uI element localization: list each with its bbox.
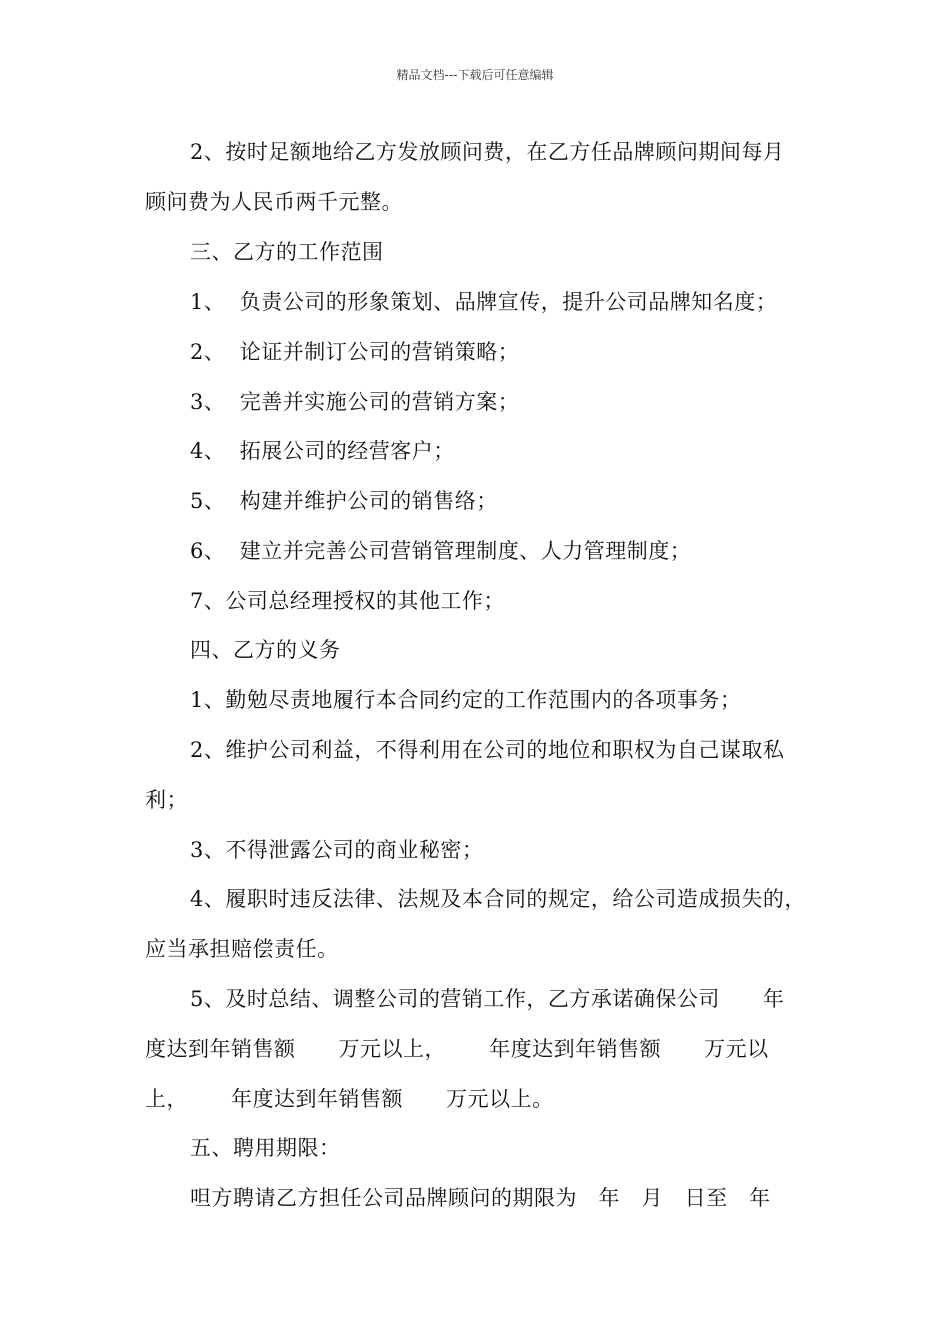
list-item: 4、 拓展公司的经营客户；: [190, 439, 455, 463]
list-item: 3、 完善并实施公司的营销方案；: [190, 390, 520, 414]
list-item: 7、公司总经理授权的其他工作；: [190, 589, 505, 613]
list-item: 3、不得泄露公司的商业秘密；: [190, 838, 484, 862]
list-item: 6、 建立并完善公司营销管理制度、人力管理制度；: [190, 539, 692, 563]
paragraph-line: 上， 年度达到年销售额 万元以上。: [145, 1087, 554, 1111]
section-heading: 五、聘用期限：: [190, 1136, 341, 1160]
paragraph-line: 呾方聘请乙方担任公司品牌顾问的期限为 年 月 日至 年: [190, 1186, 771, 1210]
list-item: 2、维护公司利益，不得利用在公司的地位和职权为自己谋取私: [190, 738, 785, 762]
paragraph-line: 利；: [145, 788, 188, 812]
list-item: 1、勤勉尽责地履行本合同约定的工作范围内的各项事务；: [190, 688, 742, 712]
list-item: 4、履职时违反法律、法规及本合同的规定，给公司造成损失的，: [190, 887, 806, 911]
list-item: 5、及时总结、调整公司的营销工作，乙方承诺确保公司 年: [190, 987, 785, 1011]
paragraph-line: 度达到年销售额 万元以上， 年度达到年销售额 万元以: [145, 1037, 769, 1061]
page-header: 精品文档---下载后可任意编辑: [396, 68, 554, 82]
paragraph-line: 应当承担赔偿责任。: [145, 937, 339, 961]
list-item: 2、 论证并制订公司的营销策略；: [190, 340, 520, 364]
list-item: 1、 负责公司的形象策划、品牌宣传，提升公司品牌知名度；: [190, 290, 778, 314]
paragraph-line: 顾问费为人民币两千元整。: [145, 190, 403, 214]
paragraph-line: 2、按时足额地给乙方发放顾问费，在乙方任品牌顾问期间每月: [190, 140, 785, 164]
section-heading: 四、乙方的义务: [190, 638, 341, 662]
section-heading: 三、乙方的工作范围: [190, 240, 384, 264]
list-item: 5、 构建并维护公司的销售络；: [190, 489, 498, 513]
